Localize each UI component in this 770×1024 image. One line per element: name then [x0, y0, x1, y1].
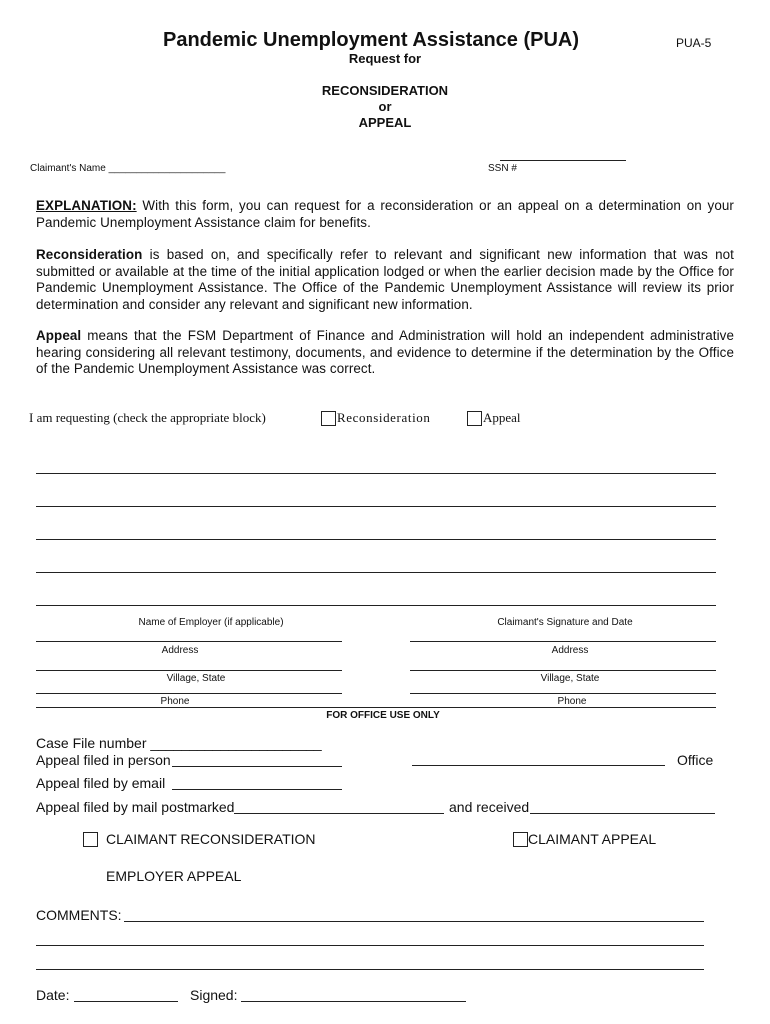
employer-address-line[interactable]: [36, 641, 342, 642]
heading-reconsideration: RECONSIDERATION: [321, 83, 449, 98]
village-right-label: Village, State: [540, 673, 600, 684]
received-line[interactable]: [530, 813, 715, 814]
filed-in-person-label: Appeal filed in person: [36, 752, 171, 768]
employer-phone-line[interactable]: [36, 693, 342, 694]
address-left-label: Address: [161, 645, 199, 656]
office-use-heading: FOR OFFICE USE ONLY: [326, 710, 440, 721]
comments-line-1[interactable]: [124, 921, 704, 922]
village-left-label: Village, State: [166, 673, 226, 684]
ssn-line[interactable]: [500, 160, 626, 161]
date-label: Date:: [36, 987, 70, 1003]
writein-line-1[interactable]: [36, 473, 716, 474]
employer-village-line[interactable]: [36, 670, 342, 671]
office-line[interactable]: [412, 765, 665, 766]
and-received-label: and received: [449, 799, 530, 815]
claimant-name-field[interactable]: Claimant's Name _____________________: [30, 163, 226, 174]
claimant-reconsideration-checkbox[interactable]: [83, 832, 98, 847]
claimant-address-line[interactable]: [410, 641, 716, 642]
claimant-village-line[interactable]: [410, 670, 716, 671]
postmarked-line[interactable]: [234, 813, 444, 814]
phone-right-label: Phone: [557, 696, 587, 707]
request-label: I am requesting (check the appropriate block): [29, 410, 266, 425]
appeal-checkbox[interactable]: [467, 411, 482, 426]
explanation-paragraph: [36, 198, 734, 231]
employer-appeal-label: EMPLOYER APPEAL: [106, 868, 242, 884]
explanation-lead: EXPLANATION:: [36, 198, 137, 213]
appeal-lead: Appeal: [36, 328, 82, 343]
reconsideration-paragraph: [36, 247, 734, 313]
signed-label: Signed:: [190, 987, 238, 1003]
reconsideration-option-label: Reconsideration: [337, 410, 431, 425]
comments-line-2[interactable]: [36, 945, 704, 946]
form-code: PUA-5: [676, 36, 712, 50]
reconsideration-checkbox[interactable]: [321, 411, 336, 426]
office-label: Office: [677, 752, 714, 768]
phone-left-label: Phone: [160, 696, 190, 707]
signed-line[interactable]: [241, 1001, 466, 1002]
heading-or: or: [378, 99, 392, 114]
writein-line-3[interactable]: [36, 539, 716, 540]
appeal-text: means that the FSM Department of Finance and Administration will hold an independent administrative hearing considering all relevant testimony, documents, and evidence to determine if the determination by the Office of the Pandemic Unemployment Assistance was correct.: [36, 328, 734, 376]
writein-line-2[interactable]: [36, 506, 716, 507]
filed-in-person-line[interactable]: [172, 766, 342, 767]
claimant-appeal-checkbox[interactable]: [513, 832, 528, 847]
filed-by-mail-label: Appeal filed by mail postmarked: [36, 799, 235, 815]
page-title: Pandemic Unemployment Assistance (PUA): [163, 29, 580, 51]
explanation-text: With this form, you can request for a reconsideration or an appeal on a determination on your Pandemic Unemployment Assistance claim for benefits.: [36, 198, 734, 230]
address-right-label: Address: [551, 645, 589, 656]
employer-name-label: Name of Employer (if applicable): [138, 617, 284, 628]
claimant-phone-line[interactable]: [410, 693, 716, 694]
writein-line-4[interactable]: [36, 572, 716, 573]
appeal-paragraph: [36, 328, 734, 378]
claimant-reconsideration-label: CLAIMANT RECONSIDERATION: [106, 831, 316, 847]
appeal-option-label: Appeal: [483, 410, 521, 425]
reconsideration-text: is based on, and specifically refer to relevant and significant new information that was not submitted or available at the time of the initial application lodged or when the earlier decision made by the Office for Pandemic Unemployment Assistance. The Office of the Pandemic Unemployment Assistance will review its prior determination and consider any relevant and significant new information.: [36, 247, 734, 312]
claimant-appeal-label: CLAIMANT APPEAL: [528, 831, 657, 847]
office-divider: [36, 707, 716, 708]
comments-label: COMMENTS:: [36, 907, 122, 923]
subtitle: Request for: [348, 51, 422, 66]
reconsideration-lead: Reconsideration: [36, 247, 143, 262]
filed-by-email-line[interactable]: [172, 789, 342, 790]
heading-appeal: APPEAL: [358, 115, 412, 130]
date-line[interactable]: [74, 1001, 178, 1002]
writein-line-5[interactable]: [36, 605, 716, 606]
case-file-number-field[interactable]: Case File number ______________________: [36, 735, 322, 751]
comments-line-3[interactable]: [36, 969, 704, 970]
filed-by-email-label: Appeal filed by email: [36, 775, 166, 791]
claimant-signature-label: Claimant's Signature and Date: [497, 617, 633, 628]
ssn-label: SSN #: [488, 163, 517, 174]
